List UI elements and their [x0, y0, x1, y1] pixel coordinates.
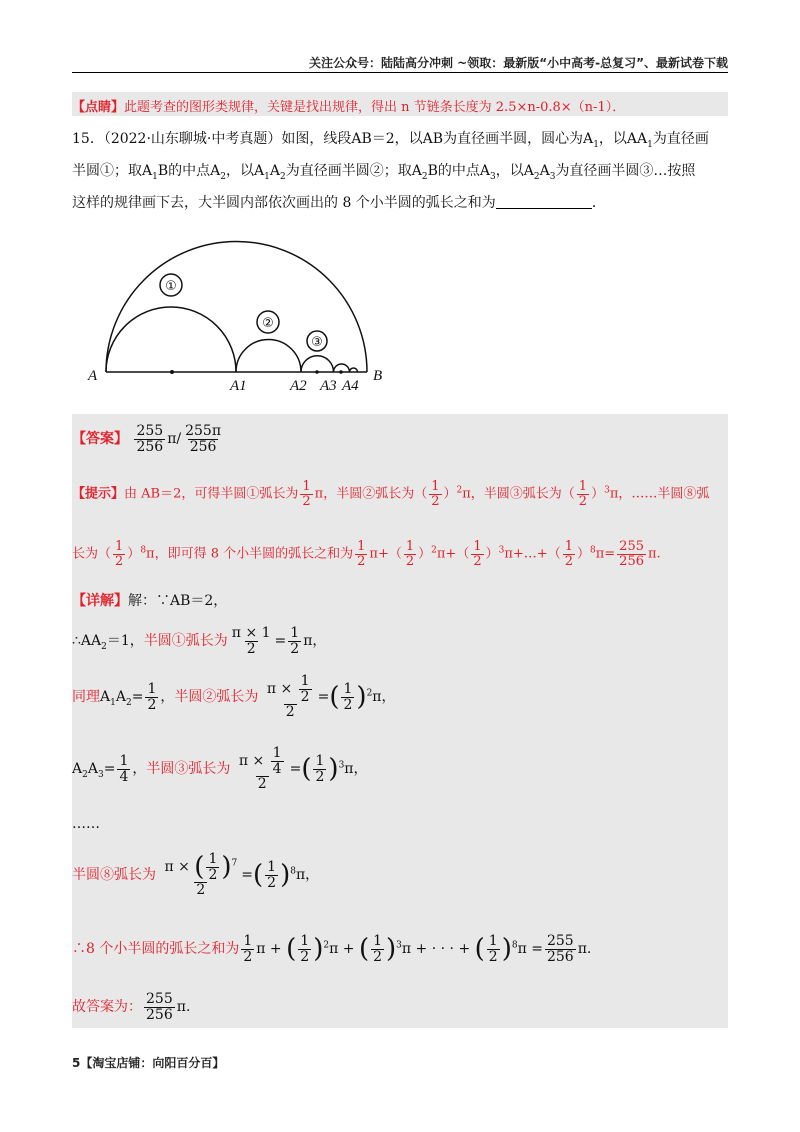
frac-num: 1: [300, 673, 310, 689]
detail-line-6: 半圆⑧弧长为 π × ( $\frac{1}{2}$ ) $^7$ 2 = ( $\frac{1}{2}$ ) $^8$π，: [72, 851, 320, 899]
hint-previous-text: 此题考查的图形类规律，关键是找出规律，得出 n 节链条长度为 2.5×n-0.8×（n-1）．: [124, 100, 626, 115]
sub: 1: [152, 171, 158, 182]
frac-den: 2: [208, 866, 218, 883]
point-dot: [315, 370, 319, 374]
tip-text: ）: [485, 546, 499, 562]
frac-num: 1: [315, 752, 325, 769]
answer-num2: 255π: [185, 423, 222, 439]
pi: π: [164, 859, 174, 876]
exp: 7: [231, 858, 238, 869]
comma: ，: [305, 867, 320, 884]
frac-num: 1: [373, 933, 383, 949]
pi: π: [344, 761, 354, 778]
frac-num: 255: [546, 933, 574, 949]
ellipsis: ……: [72, 816, 100, 832]
detail-text: π =: [517, 941, 543, 958]
frac-den: 2: [300, 688, 310, 705]
detail-text: ∴AA: [72, 633, 102, 650]
frac-num: 1: [290, 625, 300, 641]
question-text-2e: 为直径画半圆②；取A: [285, 163, 422, 179]
detail-text: A: [100, 689, 111, 706]
label-A1: A1: [230, 378, 247, 394]
frac-num: 1: [343, 680, 353, 697]
detail-line-1: [72, 590, 227, 610]
exp: 3: [396, 940, 402, 951]
exp: 2: [323, 940, 330, 951]
sub: 2: [82, 769, 88, 780]
question-text-2f: B的中点A: [427, 163, 490, 179]
tip-text: π.: [648, 546, 661, 562]
exp: 8: [290, 866, 296, 877]
detail-line-3: 同理$A_1A_2=$ $\frac{1}{2}$ ，半圆②弧长为 π × $\frac{1}{2}$ 2 = ( $\frac{1}{2}$ ) $^2$π，: [72, 673, 396, 721]
frac-den: 2: [246, 640, 256, 657]
semicircle-diagram: [84, 222, 394, 400]
detail-tag: 【详解】: [72, 593, 128, 609]
question-text-3-end: ．: [591, 195, 606, 211]
frac-den: 2: [431, 493, 440, 509]
detail-text: A: [115, 689, 126, 706]
question-text-2d: A: [269, 163, 280, 179]
frac-num: 1: [300, 933, 310, 949]
question-line-3: [72, 192, 606, 212]
comma: ，: [160, 689, 175, 706]
frac-num: 1: [473, 539, 482, 554]
circle-label-3: ③: [311, 335, 323, 350]
frac-num: 1: [431, 479, 440, 494]
pi: π: [577, 941, 587, 958]
detail-text: 半圆③弧长为: [146, 761, 231, 778]
sub: 1: [593, 139, 599, 150]
label-A: A: [88, 368, 98, 384]
frac-num: 255: [146, 991, 173, 1007]
pi: π: [295, 867, 306, 884]
page-header: 关注公众号：陆陆高分冲刺 ~领取：最新版“小中高考-总复习”、最新试卷下载: [309, 56, 728, 70]
frac-den: 2: [290, 640, 300, 657]
frac-num: 1: [147, 680, 157, 697]
frac-den: 2: [343, 696, 353, 713]
answer-tag: 【答案】: [72, 431, 128, 448]
frac-den: 2: [302, 493, 311, 509]
answer-pi: π: [167, 431, 177, 448]
frac-den: 2: [285, 704, 295, 721]
pi: π: [314, 486, 324, 502]
pi: π: [256, 941, 266, 958]
detail-text: 解：∵AB＝2，: [128, 593, 228, 609]
sub: 3: [489, 171, 496, 182]
pi: π: [266, 681, 277, 698]
answer-den2: 256: [189, 438, 217, 455]
frac-num: 1: [115, 539, 124, 554]
pi: π: [238, 753, 249, 770]
sub: 2: [101, 641, 107, 652]
tip-text: π，……半圆⑧弧: [609, 486, 710, 502]
comma: ，: [381, 689, 396, 706]
answer-blank: [496, 208, 592, 209]
question-number: 15．: [72, 131, 104, 147]
exp: 8: [511, 940, 518, 951]
eq: =: [103, 761, 116, 778]
question-line-2: [72, 160, 695, 182]
frac-den: 2: [578, 493, 588, 509]
sub: 1: [110, 697, 116, 708]
sub: 2: [220, 171, 226, 182]
exp: 3: [604, 485, 610, 496]
frac-den: 2: [373, 948, 383, 965]
sub: 2: [279, 171, 286, 182]
frac-num: 1: [272, 745, 282, 761]
label-A4: A4: [342, 378, 359, 394]
question-text-2i: 为直径画半圆③…按照: [555, 163, 696, 179]
detail-line-7: ∴8 个小半圆的弧长之和为 $\frac{1}{2}$ π + ( $\frac{1}{2}$ ) $^2$π + ( $\frac{1}{2}$ ) $^3$π + · · · + ( $\frac{1}{2}$ ) $^8$π = $\frac{255}{256}$ π.: [72, 933, 592, 965]
label-A3: A3: [320, 378, 337, 394]
tip-text: ，半圆②弧长为（: [323, 486, 428, 502]
semicircle-3: [301, 356, 334, 372]
exp: 3: [338, 760, 345, 771]
large-semicircle: [106, 242, 367, 373]
question-text-2g: ，以A: [495, 163, 534, 179]
point-dot: [339, 370, 343, 374]
label-B: B: [373, 368, 383, 384]
frac-den: 2: [147, 696, 157, 713]
frac-den: 2: [357, 553, 366, 569]
question-text-2h: A: [539, 163, 550, 179]
tip-text: ）: [443, 486, 457, 502]
detail-text: π，: [303, 633, 327, 650]
tip-tag: 【提示】: [72, 486, 125, 502]
tip-text: π，半圆③弧长为（: [462, 486, 575, 502]
question-text-1a: 如图，线段AB＝2，以AB为直径画半圆，圆心为A: [281, 131, 594, 147]
comma: ，: [132, 761, 147, 778]
pi: π: [329, 941, 339, 958]
circle-label-1: ①: [165, 279, 177, 294]
tip-text: π+…+（: [504, 546, 561, 562]
exp: 2: [431, 545, 437, 556]
detail-text: ＝1，: [106, 633, 144, 650]
sub: 1: [647, 139, 653, 150]
detail-text: ∴8 个小半圆的弧长之和为: [72, 941, 240, 958]
eq: =: [289, 761, 302, 778]
header-rule: [72, 72, 728, 73]
question-source: （2022·山东聊城·中考真题）: [103, 131, 282, 147]
eq: =: [241, 867, 253, 884]
pi: π: [372, 689, 382, 706]
detail-text: A: [87, 761, 98, 778]
detail-text: 同理: [72, 689, 100, 706]
frac-num: 1: [119, 752, 129, 769]
frac-den: 2: [257, 776, 267, 793]
frac-den: 256: [619, 553, 644, 569]
sub: 3: [549, 171, 556, 182]
frac-den: 4: [119, 768, 129, 785]
frac-den: 2: [300, 948, 310, 965]
sub: 1: [264, 171, 270, 182]
detail-text: A: [72, 761, 83, 778]
detail-line-8: 故答案为： $\frac{255}{256}$ π.: [72, 991, 191, 1023]
frac-num: π × 1: [231, 625, 271, 641]
detail-line-5: [72, 816, 100, 832]
tip-line-1: [72, 480, 709, 508]
label-A2: A2: [290, 378, 307, 394]
tip-text: π+（: [369, 546, 402, 562]
sub: 3: [97, 769, 104, 780]
answer-slash: /: [176, 431, 182, 448]
frac-den: 2: [267, 874, 277, 891]
frac-den: 2: [488, 948, 498, 965]
eq: =: [131, 689, 144, 706]
frac-num: 1: [243, 933, 253, 949]
frac-num: 255: [619, 539, 644, 554]
semicircle-2: [236, 340, 301, 373]
question-line-1: [72, 128, 709, 150]
sub: 2: [421, 171, 428, 182]
frac-num: 1: [208, 851, 218, 867]
question-text-1c: 为直径画: [652, 131, 709, 147]
hint-previous-block: [72, 92, 728, 116]
frac-den: 2: [473, 553, 482, 569]
frac-num: 1: [357, 539, 366, 554]
frac-den: 2: [196, 882, 206, 899]
exp: 8: [590, 545, 596, 556]
detail-text: π + · · · +: [401, 941, 471, 958]
sub: 2: [125, 697, 132, 708]
tip-text: π，即可得 8 个小半圆的弧长之和为: [146, 546, 354, 562]
semicircle-1: [106, 307, 236, 372]
frac-den: 2: [315, 768, 325, 785]
eq: =: [317, 689, 330, 706]
answer-line: [72, 424, 225, 454]
detail-text: 半圆②弧长为: [174, 689, 259, 706]
frac-num: 1: [564, 539, 573, 554]
detail-text: 半圆①弧长为: [143, 633, 228, 650]
tip-text: 由 AB＝2，可得半圆①弧长为: [124, 486, 299, 502]
comma: ，: [353, 761, 368, 778]
tip-text: ）: [576, 546, 590, 562]
tip-text: ）: [418, 546, 432, 562]
tip-text: ）: [591, 486, 605, 502]
detail-text: 半圆⑧弧长为: [72, 867, 156, 884]
frac-den: 2: [405, 553, 415, 569]
frac-den: 2: [243, 948, 253, 965]
tip-text: π=: [595, 546, 616, 562]
detail-line-2: [72, 626, 326, 656]
frac-den: 2: [564, 553, 573, 569]
eq: =: [274, 633, 287, 650]
tip-text: 长为（: [72, 546, 112, 562]
hint-previous-tag: 【点睛】: [72, 100, 125, 115]
tip-line-2: [72, 540, 661, 568]
exp: 8: [140, 545, 147, 556]
detail-line-4: $A_2A_3=$ $\frac{1}{4}$ ，半圆③弧长为 π × $\frac{1}{4}$ 2 = ( $\frac{1}{2}$ ) $^3$π，: [72, 745, 368, 793]
frac-num: 1: [578, 479, 588, 494]
page-footer: 5【淘宝店铺：向阳百分百】: [72, 1056, 225, 1070]
exp: 2: [366, 688, 373, 699]
question-text-2c: ，以A: [226, 163, 265, 179]
answer-num: 255: [136, 423, 164, 439]
answer-den: 256: [136, 438, 164, 455]
sub: 2: [533, 171, 540, 182]
question-text-1b: ，以AA: [598, 131, 648, 147]
frac-num: 1: [488, 933, 498, 949]
detail-text: 故答案为：: [72, 999, 142, 1016]
tip-text: ）: [127, 546, 141, 562]
frac-num: 1: [267, 858, 277, 875]
pi: π: [176, 999, 186, 1016]
exp: 3: [498, 545, 505, 556]
frac-num: 1: [405, 539, 415, 554]
circle-label-2: ②: [262, 316, 274, 331]
exp: 2: [456, 485, 463, 496]
center-dot: [170, 370, 174, 374]
frac-den: 4: [272, 760, 282, 777]
frac-den: 256: [546, 948, 574, 965]
tip-text: π+（: [436, 546, 470, 562]
frac-num: 1: [302, 479, 311, 494]
frac-den: 256: [146, 1006, 173, 1023]
frac-den: 2: [115, 553, 124, 569]
question-text-2b: B的中点A: [157, 163, 221, 179]
question-text-3: 这样的规律画下去，大半圆内部依次画出的 8 个小半圆的弧长之和为: [72, 195, 496, 211]
question-text-2a: 半圆①；取A: [72, 163, 153, 179]
